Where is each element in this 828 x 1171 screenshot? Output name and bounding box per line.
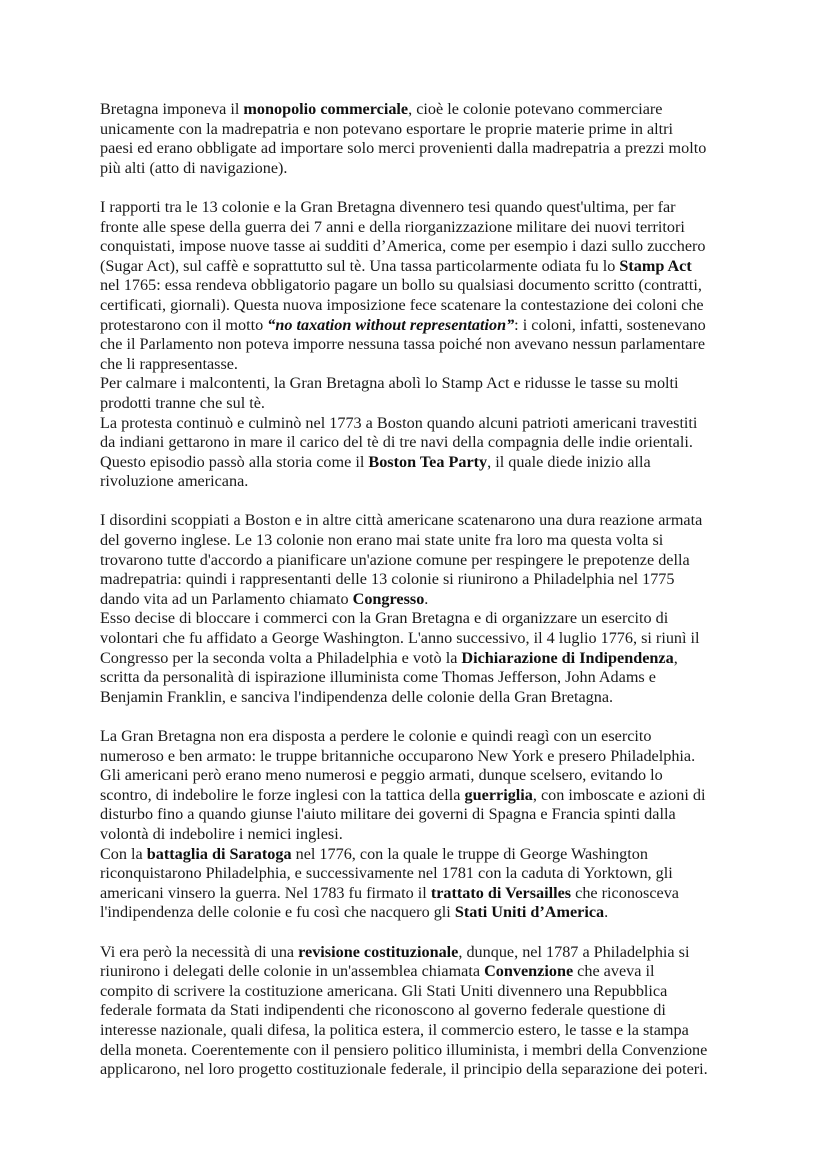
text-run: unicamente con la madrepatria e non potevano esportare le proprie materie prime in altri bbox=[100, 119, 674, 138]
text-line bbox=[100, 296, 740, 316]
text-run: federale formata da Stati indipendenti che riconoscono al governo federale questione di bbox=[100, 1001, 666, 1020]
bold-term: monopolio commerciale bbox=[243, 100, 409, 118]
bold-term: Dichiarazione di Indipendenza bbox=[461, 648, 674, 667]
text-line bbox=[100, 335, 740, 355]
text-run: rivoluzione americana. bbox=[100, 472, 249, 491]
text-run: nel 1765: essa rendeva obbligatorio pagare un bollo su qualsiasi documento scritto (contratti, bbox=[100, 276, 702, 295]
text-line bbox=[100, 374, 740, 394]
text-run: La Gran Bretagna non era disposta a perdere le colonie e quindi reagì con un esercito bbox=[100, 727, 652, 745]
text-run: , bbox=[673, 648, 678, 667]
text-line bbox=[100, 903, 740, 923]
text-run: scontro, di indebolire le forze inglesi con la tattica della bbox=[100, 785, 465, 804]
text-line bbox=[100, 139, 740, 159]
text-line bbox=[100, 159, 740, 179]
bold-term: Congresso bbox=[352, 589, 425, 608]
text-run: , dunque, nel 1787 a Philadelphia si bbox=[458, 942, 690, 961]
text-run: protestarono con il motto bbox=[100, 315, 268, 334]
text-run: che aveva il bbox=[573, 962, 655, 981]
text-run: , il quale diede inizio alla bbox=[487, 452, 651, 471]
paragraph-war-of-independence bbox=[100, 727, 740, 923]
text-run: volontà di indebolire i nemici inglesi. bbox=[100, 824, 343, 843]
text-line bbox=[100, 453, 740, 473]
text-run: che li rappresentasse. bbox=[100, 354, 238, 373]
text-line bbox=[100, 805, 740, 825]
text-run: del governo inglese. Le 13 colonie non erano mai state unite fra loro ma questa volta si bbox=[100, 531, 664, 550]
text-run: più alti (atto di navigazione). bbox=[100, 158, 288, 177]
text-run: , con imboscate e azioni di bbox=[532, 785, 706, 804]
text-run: da indiani gettarono in mare il carico del tè di tre navi della compagnia delle indie orientali. bbox=[100, 433, 693, 452]
text-line bbox=[100, 1001, 740, 1021]
text-run: certificati, giornali). Questa nuova imposizione fece scatenare la contestazione dei coloni che bbox=[100, 295, 704, 314]
text-line bbox=[100, 688, 740, 708]
text-run: nel 1776, con la quale le truppe di George Washington bbox=[291, 844, 648, 863]
paragraph-constitutional-convention bbox=[100, 943, 740, 1080]
text-line bbox=[100, 786, 740, 806]
text-line bbox=[100, 884, 740, 904]
bold-term: battaglia di Saratoga bbox=[146, 844, 292, 863]
text-line bbox=[100, 551, 740, 571]
paragraph-congress-and-declaration bbox=[100, 511, 740, 707]
text-run: Con la bbox=[100, 844, 147, 863]
text-line bbox=[100, 727, 740, 747]
text-run: interesse nazionale, quali difesa, la politica estera, il commercio estero, le tasse e la stampa bbox=[100, 1020, 689, 1039]
text-run: l'indipendenza delle colonie e fu così che nacquero gli bbox=[100, 903, 455, 922]
text-line bbox=[100, 531, 740, 551]
text-line bbox=[100, 433, 740, 453]
text-line bbox=[100, 982, 740, 1002]
text-line bbox=[100, 570, 740, 590]
text-line bbox=[100, 218, 740, 238]
text-line bbox=[100, 100, 740, 120]
text-line bbox=[100, 472, 740, 492]
text-run: scritta da personalità di ispirazione illuminista come Thomas Jefferson, John Adams e bbox=[100, 668, 656, 687]
paragraph-commercial-monopoly bbox=[100, 100, 740, 178]
bold-term: “no taxation without representation” bbox=[267, 315, 515, 334]
text-run: I rapporti tra le 13 colonie e la Gran Bretagna divennero tesi quando quest'ultima, per far bbox=[100, 197, 676, 216]
bold-term: Convenzione bbox=[484, 962, 574, 981]
text-run: americani vinsero la guerra. Nel 1783 fu firmato il bbox=[100, 883, 431, 902]
bold-term: trattato di Versailles bbox=[430, 883, 572, 902]
text-run: prodotti tranne che sul tè. bbox=[100, 393, 265, 412]
text-line bbox=[100, 943, 740, 963]
text-run: fronte alle spese della guerra dei 7 anni e della riorganizzazione militare dei nuovi territori bbox=[100, 217, 685, 236]
text-line bbox=[100, 649, 740, 669]
text-run: volontari che fu affidato a George Washington. L'anno successivo, il 4 luglio 1776, si riunì il bbox=[100, 629, 700, 648]
text-run: riunirono i delegati delle colonie in un'assemblea chiamata bbox=[100, 962, 485, 981]
text-run: che il Parlamento non poteva imporre nessuna tassa poiché non avevano nessun parlamentare bbox=[100, 335, 706, 354]
document-page bbox=[100, 100, 740, 1099]
text-line bbox=[100, 825, 740, 845]
text-run: Vi era però la necessità di una bbox=[100, 942, 299, 961]
text-line bbox=[100, 257, 740, 277]
bold-term: Stamp Act bbox=[619, 256, 692, 275]
text-run: La protesta continuò e culminò nel 1773 a Boston quando alcuni patrioti americani travestiti bbox=[100, 413, 698, 432]
text-run: conquistati, impose nuove tasse ai sudditi d’America, come per esempio i dazi sullo zucchero bbox=[100, 237, 706, 256]
text-line bbox=[100, 394, 740, 414]
text-line bbox=[100, 1041, 740, 1061]
text-line bbox=[100, 120, 740, 140]
text-line bbox=[100, 864, 740, 884]
text-run: Bretagna imponeva il bbox=[100, 100, 244, 118]
text-run: I disordini scoppiati a Boston e in altre città americane scatenarono una dura reazione armata bbox=[100, 511, 703, 530]
text-run: che riconosceva bbox=[571, 883, 679, 902]
text-run: numeroso e ben armato: le truppe britanniche occuparono New York e presero Philadelphia. bbox=[100, 746, 696, 765]
text-run: riconquistarono Philadelphia, e successivamente nel 1781 con la caduta di Yorktown, gli bbox=[100, 864, 673, 883]
text-line bbox=[100, 629, 740, 649]
text-run: , cioè le colonie potevano commerciare bbox=[408, 100, 663, 118]
text-run: disturbo fino a quando giunse l'aiuto militare dei governi di Spagna e Francia spinti dalla bbox=[100, 805, 676, 824]
text-run: Benjamin Franklin, e sanciva l'indipendenza delle colonie della Gran Bretagna. bbox=[100, 687, 614, 706]
text-run: della moneta. Coerentemente con il pensiero politico illuminista, i membri della Convenzione bbox=[100, 1040, 708, 1059]
text-line bbox=[100, 511, 740, 531]
bold-term: Boston Tea Party bbox=[368, 452, 488, 471]
text-run: Esso decise di bloccare i commerci con la Gran Bretagna e di organizzare un esercito di bbox=[100, 609, 669, 628]
text-run: dando vita ad un Parlamento chiamato bbox=[100, 589, 353, 608]
text-line bbox=[100, 590, 740, 610]
bold-term: revisione costituzionale bbox=[298, 942, 459, 961]
text-line bbox=[100, 276, 740, 296]
text-line bbox=[100, 355, 740, 375]
text-run: Gli americani però erano meno numerosi e peggio armati, dunque scelsero, evitando lo bbox=[100, 766, 663, 785]
text-line bbox=[100, 1060, 740, 1080]
text-line bbox=[100, 747, 740, 767]
text-line bbox=[100, 962, 740, 982]
paragraph-taxes-and-tea-party bbox=[100, 198, 740, 492]
text-line bbox=[100, 609, 740, 629]
text-run: madrepatria: quindi i rappresentanti delle 13 colonie si riunirono a Philadelphia nel 1775 bbox=[100, 570, 675, 589]
text-run: Questo episodio passò alla storia come il bbox=[100, 452, 369, 471]
bold-term: Stati Uniti d’America bbox=[454, 903, 605, 922]
text-line bbox=[100, 1021, 740, 1041]
text-line bbox=[100, 845, 740, 865]
text-line bbox=[100, 237, 740, 257]
text-line bbox=[100, 668, 740, 688]
text-run: . bbox=[424, 589, 429, 608]
bold-term: guerriglia bbox=[464, 785, 533, 804]
text-run: paesi ed erano obbligate ad importare solo merci provenienti dalla madrepatria a prezzi molto bbox=[100, 139, 707, 158]
text-line bbox=[100, 414, 740, 434]
text-line bbox=[100, 766, 740, 786]
text-run: (Sugar Act), sul caffè e soprattutto sul tè. Una tassa particolarmente odiata fu lo bbox=[100, 256, 620, 275]
text-run: Per calmare i malcontenti, la Gran Bretagna abolì lo Stamp Act e ridusse le tasse su molti bbox=[100, 374, 679, 393]
text-run: applicarono, nel loro progetto costituzionale federale, il principio della separazione dei poteri. bbox=[100, 1060, 708, 1079]
text-line bbox=[100, 316, 740, 336]
text-run: . bbox=[604, 903, 609, 922]
text-line bbox=[100, 198, 740, 218]
text-run: compito di scrivere la costituzione americana. Gli Stati Uniti divennero una Repubblica bbox=[100, 981, 668, 1000]
text-run: Congresso per la seconda volta a Philadelphia e votò la bbox=[100, 648, 462, 667]
text-run: trovarono tutte d'accordo a pianificare un'azione comune per respingere le prepotenze della bbox=[100, 550, 690, 569]
text-run: : i coloni, infatti, sostenevano bbox=[514, 315, 706, 334]
